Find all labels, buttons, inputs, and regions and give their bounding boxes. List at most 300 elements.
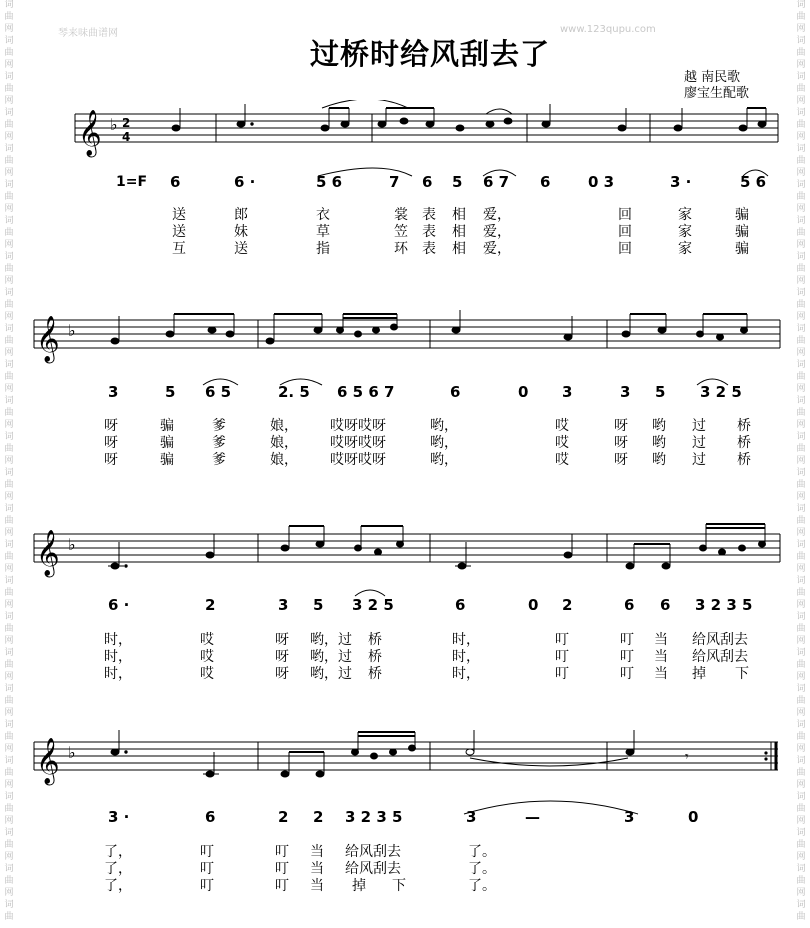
lyric: 娘， (270, 452, 298, 468)
watermark-glyph: 网 (796, 528, 806, 538)
lyric: 叮 (555, 632, 569, 648)
watermark-glyph: 网 (4, 60, 14, 70)
watermark-glyph: 词 (796, 288, 806, 298)
lyric: 哎 (555, 435, 569, 451)
watermark-glyph: 网 (4, 672, 14, 682)
lyric: 哟， (430, 435, 458, 451)
lyric: 给风刮去 (345, 861, 401, 877)
watermark-glyph: 词 (796, 540, 806, 550)
watermark-glyph: 词 (4, 828, 14, 838)
watermark-glyph: 词 (4, 360, 14, 370)
watermark-glyph: 词 (796, 108, 806, 118)
lyric: 下 (735, 666, 749, 682)
watermark-glyph: 曲 (796, 300, 806, 310)
watermark-glyph: 网 (4, 636, 14, 646)
watermark-glyph: 词 (796, 252, 806, 262)
watermark-glyph: 网 (796, 312, 806, 322)
lyric: 回 (618, 224, 632, 240)
lyric: 爹 (212, 452, 226, 468)
watermark-glyph: 网 (4, 384, 14, 394)
watermark-glyph: 网 (796, 168, 806, 178)
watermark-glyph: 词 (4, 756, 14, 766)
watermark-glyph: 词 (796, 612, 806, 622)
lyric: 哎 (555, 418, 569, 434)
watermark-glyph: 曲 (796, 516, 806, 526)
watermark-glyph: 网 (796, 384, 806, 394)
num: 6 (660, 596, 671, 614)
watermark-glyph: 词 (796, 216, 806, 226)
num: 2 (313, 808, 324, 826)
watermark-glyph: 网 (796, 456, 806, 466)
num: 6 (450, 383, 461, 401)
num: 3 (620, 383, 631, 401)
watermark-glyph: 网 (4, 456, 14, 466)
lyric: 叮 (275, 844, 289, 860)
lyric: 过 (692, 435, 706, 451)
watermark-glyph: 曲 (4, 768, 14, 778)
watermark-glyph: 网 (796, 240, 806, 250)
num: 6 (624, 596, 635, 614)
num: 6 (455, 596, 466, 614)
svg-text:♭: ♭ (110, 115, 118, 134)
watermark-glyph: 网 (796, 744, 806, 754)
watermark-glyph: 曲 (4, 264, 14, 274)
lyric: 哟，过 (310, 649, 352, 665)
watermark-glyph: 曲 (796, 660, 806, 670)
lyric: 郎 (234, 207, 248, 223)
num: 6 5 (205, 383, 232, 401)
lyric: 哟，过 (310, 666, 352, 682)
song-title: 过桥时给风刮去了 (309, 37, 550, 71)
num: 3 (108, 383, 119, 401)
watermark-glyph: 曲 (4, 516, 14, 526)
lyric: 下 (392, 878, 406, 894)
watermark-glyph: 网 (4, 564, 14, 574)
lyric: 家 (678, 207, 692, 223)
num: 3 (466, 808, 477, 826)
num: 5 6 (316, 173, 343, 191)
lyric: 骗 (735, 207, 749, 223)
watermark-glyph: 曲 (796, 264, 806, 274)
lyric: 相 (452, 241, 466, 257)
lyric: 时， (104, 649, 132, 665)
lyric: 哟， (430, 418, 458, 434)
watermark-glyph: 曲 (796, 804, 806, 814)
lyric: 叮 (620, 632, 634, 648)
watermark-glyph: 曲 (796, 372, 806, 382)
watermark-glyph: 网 (796, 348, 806, 358)
lyric: 掉 (352, 878, 366, 894)
lyric: 当 (654, 666, 668, 682)
watermark-glyph: 网 (796, 564, 806, 574)
num: 5 (313, 596, 324, 614)
watermark-glyph: 曲 (4, 48, 14, 58)
num: 3 (624, 808, 635, 826)
lyric: 爱， (483, 224, 511, 240)
watermark-glyph: 网 (4, 420, 14, 430)
lyric: 呀 (275, 649, 289, 665)
watermark-glyph: 网 (4, 132, 14, 142)
watermark-glyph: 词 (4, 648, 14, 658)
num: 2 (278, 808, 289, 826)
watermark-glyph: 词 (796, 468, 806, 478)
watermark-glyph: 词 (4, 252, 14, 262)
svg-text:𝄞: 𝄞 (36, 738, 60, 784)
lyric: 哎呀哎呀 (330, 435, 386, 451)
watermark-glyph: 曲 (796, 228, 806, 238)
lyric: 表 (422, 241, 436, 257)
watermark-glyph: 曲 (796, 156, 806, 166)
watermark-glyph: 词 (4, 324, 14, 334)
lyric: 送 (234, 241, 248, 257)
lyric: 爹 (212, 435, 226, 451)
watermark-glyph: 词 (796, 864, 806, 874)
lyric: 桥 (368, 632, 382, 648)
watermark-glyph: 网 (4, 780, 14, 790)
watermark-glyph: 网 (796, 276, 806, 286)
watermark-right-text: www.123qupu.com (560, 24, 656, 35)
lyric: 回 (618, 207, 632, 223)
watermark-glyph: 网 (796, 204, 806, 214)
watermark-glyph: 词 (4, 396, 14, 406)
watermark-glyph: 曲 (4, 912, 14, 922)
watermark-glyph: 曲 (4, 300, 14, 310)
lyric: 哎呀哎呀 (330, 452, 386, 468)
watermark-glyph: 网 (796, 636, 806, 646)
num: 5 6 (740, 173, 767, 191)
lyric: 当 (310, 878, 324, 894)
watermark-glyph: 词 (4, 108, 14, 118)
svg-text:4: 4 (122, 130, 131, 144)
watermark-glyph: 词 (4, 432, 14, 442)
svg-text:2: 2 (122, 116, 131, 130)
lyric: 叮 (200, 861, 214, 877)
watermark-glyph: 词 (796, 360, 806, 370)
num: 6 (205, 808, 216, 826)
lyric: 当 (310, 861, 324, 877)
lyric: 叮 (555, 649, 569, 665)
lyric: 哎 (200, 632, 214, 648)
num: 6 (170, 173, 181, 191)
watermark-glyph: 网 (4, 816, 14, 826)
lyric: 了， (104, 861, 132, 877)
lyric: 呀 (614, 435, 628, 451)
watermark-glyph: 网 (796, 672, 806, 682)
lyric: 时， (452, 632, 480, 648)
watermark-glyph: 网 (796, 816, 806, 826)
watermark-glyph: 曲 (4, 480, 14, 490)
watermark-glyph: 网 (796, 132, 806, 142)
watermark-glyph: 词 (796, 432, 806, 442)
watermark-glyph: 网 (796, 420, 806, 430)
watermark-glyph: 曲 (796, 192, 806, 202)
watermark-glyph: 曲 (4, 120, 14, 130)
lyric: 呀 (104, 435, 118, 451)
watermark-glyph: 网 (4, 744, 14, 754)
watermark-glyph: 曲 (4, 804, 14, 814)
watermark-glyph: 词 (4, 864, 14, 874)
watermark-glyph: 网 (4, 708, 14, 718)
lyric: 哎 (555, 452, 569, 468)
watermark-glyph: 曲 (4, 660, 14, 670)
watermark-glyph: 曲 (796, 444, 806, 454)
watermark-glyph: 词 (796, 396, 806, 406)
watermark-glyph: 曲 (796, 912, 806, 922)
watermark-glyph: 网 (4, 348, 14, 358)
watermark-glyph: 网 (796, 780, 806, 790)
lyric: 骗 (160, 452, 174, 468)
lyric: 叮 (620, 649, 634, 665)
lyric: 桥 (737, 452, 751, 468)
lyric: 叮 (275, 861, 289, 877)
lyric: 时， (452, 649, 480, 665)
watermark-glyph: 词 (4, 792, 14, 802)
num: 0 (688, 808, 699, 826)
watermark-glyph: 曲 (796, 552, 806, 562)
watermark-glyph: 网 (4, 168, 14, 178)
num: 6 · (108, 596, 130, 614)
watermark-glyph: 词 (796, 684, 806, 694)
staff-system-4 (0, 726, 810, 796)
watermark-glyph: 网 (796, 852, 806, 862)
num: 3 2 3 5 (695, 596, 753, 614)
watermark-glyph: 网 (4, 96, 14, 106)
lyric: 骗 (735, 224, 749, 240)
watermark-glyph: 网 (4, 24, 14, 34)
watermark-glyph: 词 (796, 756, 806, 766)
lyric: 当 (654, 632, 668, 648)
num: 3 2 5 (352, 596, 394, 614)
lyric: 呀 (104, 418, 118, 434)
lyric: 相 (452, 207, 466, 223)
watermark-glyph: 曲 (4, 444, 14, 454)
lyric: 笠 (394, 224, 408, 240)
lyric: 桥 (737, 435, 751, 451)
watermark-glyph: 曲 (4, 192, 14, 202)
lyric: 叮 (275, 878, 289, 894)
watermark-glyph: 词 (4, 180, 14, 190)
lyric: 时， (104, 666, 132, 682)
lyric: 裳 (394, 207, 408, 223)
watermark-glyph: 曲 (4, 588, 14, 598)
watermark-glyph: 网 (796, 60, 806, 70)
watermark-glyph: 网 (796, 96, 806, 106)
watermark-glyph: 网 (796, 492, 806, 502)
watermark-glyph: 词 (4, 576, 14, 586)
watermark-glyph: 网 (4, 276, 14, 286)
svg-text:𝄞: 𝄞 (78, 110, 102, 156)
num: 3 2 5 (700, 383, 742, 401)
lyric: 哟 (652, 418, 666, 434)
num: 7 (389, 173, 400, 191)
lyric: 给风刮去 (692, 632, 748, 648)
lyric: 呀 (614, 452, 628, 468)
watermark-glyph: 曲 (4, 624, 14, 634)
lyric: 爹 (212, 418, 226, 434)
watermark-glyph: 词 (4, 468, 14, 478)
watermark-glyph: 词 (796, 576, 806, 586)
watermark-glyph: 曲 (4, 408, 14, 418)
watermark-glyph: 词 (796, 180, 806, 190)
watermark-glyph: 词 (796, 324, 806, 334)
lyric: 过 (692, 418, 706, 434)
watermark-glyph: 词 (796, 0, 806, 10)
lyric: 了， (104, 878, 132, 894)
lyric: 桥 (737, 418, 751, 434)
lyric: 送 (172, 207, 186, 223)
lyric: 表 (422, 207, 436, 223)
num: 3 · (108, 808, 130, 826)
credit-origin: 越 南民歌 (684, 70, 741, 85)
watermark-left-text: 琴来味曲谱网 (58, 28, 118, 39)
lyric: 娘， (270, 435, 298, 451)
watermark-glyph: 词 (4, 216, 14, 226)
lyric: 叮 (555, 666, 569, 682)
lyric: 骗 (160, 418, 174, 434)
watermark-glyph: 曲 (4, 156, 14, 166)
num: — (525, 808, 540, 826)
watermark-glyph: 曲 (796, 732, 806, 742)
watermark-glyph: 词 (4, 612, 14, 622)
num: 0 3 (588, 173, 615, 191)
num: 3 (562, 383, 573, 401)
lyric: 呀 (614, 418, 628, 434)
watermark-glyph: 曲 (796, 48, 806, 58)
lyric: 时， (452, 666, 480, 682)
watermark-glyph: 曲 (796, 408, 806, 418)
watermark-glyph: 曲 (4, 12, 14, 22)
staff-system-3 (0, 518, 810, 582)
lyric: 家 (678, 241, 692, 257)
staff-system-1 (0, 100, 810, 170)
svg-text:𝄞: 𝄞 (36, 316, 60, 362)
lyric: 相 (452, 224, 466, 240)
lyric: 回 (618, 241, 632, 257)
lyric: 叮 (200, 878, 214, 894)
watermark-glyph: 曲 (796, 696, 806, 706)
lyric: 互 (172, 241, 186, 257)
watermark-glyph: 曲 (796, 624, 806, 634)
num: 3 2 3 5 (345, 808, 403, 826)
lyric: 呀 (104, 452, 118, 468)
watermark-glyph: 曲 (4, 696, 14, 706)
num: 6 7 (483, 173, 510, 191)
watermark-glyph: 曲 (796, 84, 806, 94)
watermark-glyph: 曲 (4, 228, 14, 238)
num: 5 (655, 383, 666, 401)
lyric: 叮 (620, 666, 634, 682)
lyric: 给风刮去 (345, 844, 401, 860)
lyric: 当 (310, 844, 324, 860)
slurs-system-2 (0, 373, 810, 387)
watermark-glyph: 曲 (796, 336, 806, 346)
num: 3 (278, 596, 289, 614)
num: 2 (562, 596, 573, 614)
watermark-glyph: 曲 (796, 12, 806, 22)
lyric: 爱， (483, 241, 511, 257)
svg-text:♭: ♭ (68, 321, 76, 340)
watermark-glyph: 网 (4, 492, 14, 502)
watermark-glyph: 曲 (4, 552, 14, 562)
lyric: 骗 (160, 435, 174, 451)
watermark-glyph: 曲 (4, 840, 14, 850)
lyric: 哎 (200, 666, 214, 682)
watermark-glyph: 曲 (796, 876, 806, 886)
lyric: 哟 (652, 435, 666, 451)
lyric: 娘， (270, 418, 298, 434)
lyric: 哎呀哎呀 (330, 418, 386, 434)
watermark-glyph: 曲 (4, 876, 14, 886)
watermark-glyph: 网 (796, 708, 806, 718)
lyric: 过 (692, 452, 706, 468)
watermark-glyph: 网 (796, 600, 806, 610)
watermark-glyph: 词 (4, 36, 14, 46)
num: 6 5 6 7 (337, 383, 395, 401)
lyric: 呀 (275, 632, 289, 648)
watermark-glyph: 曲 (4, 372, 14, 382)
lyric: 哟 (652, 452, 666, 468)
svg-text:𝄞: 𝄞 (36, 530, 60, 576)
watermark-glyph: 词 (796, 504, 806, 514)
lyric: 哎 (200, 649, 214, 665)
watermark-glyph: 词 (4, 720, 14, 730)
lyric: 呀 (275, 666, 289, 682)
watermark-glyph: 词 (4, 684, 14, 694)
lyric: 掉 (692, 666, 706, 682)
num: 0 (518, 383, 529, 401)
lyric: 了。 (468, 878, 496, 894)
num: 6 · (234, 173, 256, 191)
lyric: 环 (394, 241, 408, 257)
watermark-glyph: 词 (796, 144, 806, 154)
watermark-glyph: 曲 (4, 732, 14, 742)
lyric: 哟， (430, 452, 458, 468)
watermark-glyph: 网 (4, 312, 14, 322)
watermark-glyph: 词 (4, 288, 14, 298)
watermark-glyph: 曲 (4, 336, 14, 346)
lyric: 哟，过 (310, 632, 352, 648)
watermark-glyph: 网 (4, 600, 14, 610)
lyric: 指 (316, 241, 330, 257)
lyric: 妹 (234, 224, 248, 240)
lyric: 给风刮去 (692, 649, 748, 665)
num: 5 (165, 383, 176, 401)
lyric: 表 (422, 224, 436, 240)
watermark-glyph: 词 (4, 900, 14, 910)
num: 5 (452, 173, 463, 191)
lyric: 爱， (483, 207, 511, 223)
lyric: 家 (678, 224, 692, 240)
watermark-glyph: 词 (4, 144, 14, 154)
watermark-glyph: 词 (796, 900, 806, 910)
watermark-glyph: 网 (4, 528, 14, 538)
watermark-glyph: 词 (796, 720, 806, 730)
watermark-glyph: 网 (4, 240, 14, 250)
num: 6 (540, 173, 551, 191)
watermark-glyph: 词 (4, 72, 14, 82)
watermark-glyph: 词 (4, 0, 14, 10)
staff-system-2 (0, 308, 810, 368)
num: 0 (528, 596, 539, 614)
watermark-glyph: 曲 (796, 840, 806, 850)
lyric: 骗 (735, 241, 749, 257)
watermark-glyph: 曲 (796, 588, 806, 598)
watermark-glyph: 词 (4, 504, 14, 514)
lyric: 桥 (368, 666, 382, 682)
watermark-glyph: 词 (796, 828, 806, 838)
watermark-glyph: 网 (4, 204, 14, 214)
watermark-glyph: 网 (796, 888, 806, 898)
